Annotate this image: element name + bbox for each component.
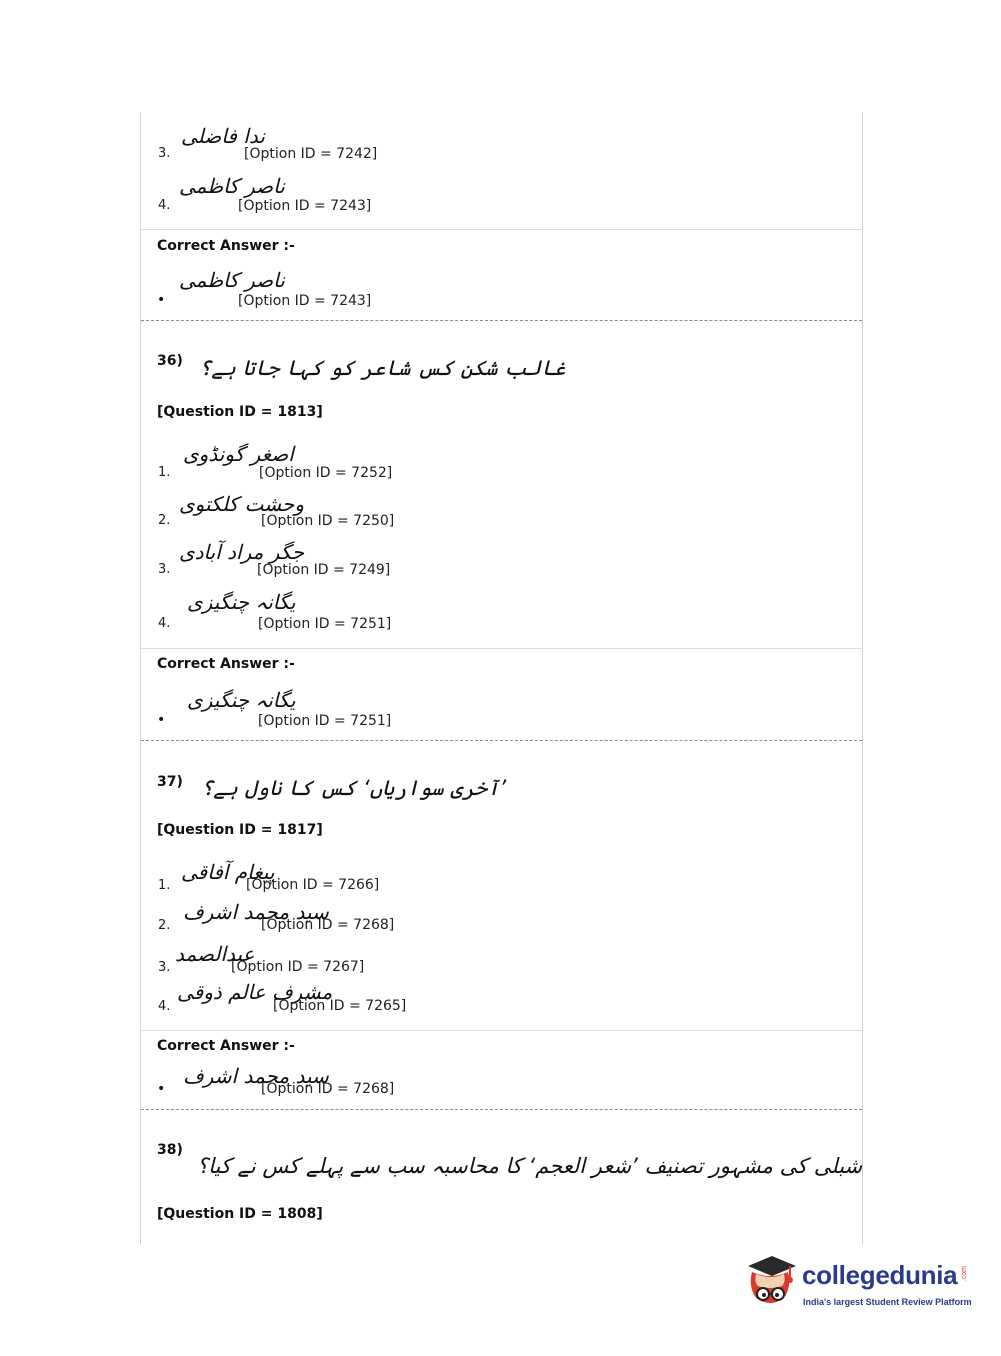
divider — [141, 648, 862, 649]
logo-wordmark: collegedunia — [802, 1260, 958, 1290]
question-separator — [141, 320, 862, 321]
q35-option-4-id: [Option ID = 7243] — [238, 198, 372, 214]
bullet-icon: • — [157, 292, 166, 308]
q36-option-3-number: 3. — [158, 562, 171, 577]
logo-tagline: India's largest Student Review Platform — [803, 1297, 972, 1307]
q35-option-4-urdu: ناصر کاظمی — [179, 174, 285, 198]
q37-option-1-urdu: پیغام آفاقی — [181, 860, 275, 884]
q36-option-2-id: [Option ID = 7250] — [261, 513, 395, 529]
q36-correct-label: Correct Answer :- — [157, 656, 295, 672]
divider — [141, 1030, 862, 1031]
q37-correct-id: [Option ID = 7268] — [261, 1081, 395, 1097]
divider — [141, 229, 862, 230]
q37-option-3-urdu: عبدالصمد — [175, 942, 255, 966]
q35-option-4-number: 4. — [158, 198, 171, 213]
q35-correct-id: [Option ID = 7243] — [238, 293, 372, 309]
q36-option-1-number: 1. — [158, 465, 171, 480]
q36-option-1-urdu: اصغر گونڈوی — [183, 442, 294, 466]
q38-number: 38) — [157, 1142, 183, 1158]
q37-option-3-id: [Option ID = 7267] — [231, 959, 365, 975]
q37-correct-urdu: سید محمد اشرف — [183, 1064, 329, 1088]
q37-option-4-number: 4. — [158, 999, 171, 1014]
q35-option-3-id: [Option ID = 7242] — [244, 146, 378, 162]
q37-option-4-id: [Option ID = 7265] — [273, 998, 407, 1014]
q37-question-id: [Question ID = 1817] — [157, 822, 323, 838]
logo-domain-suffix: .com — [961, 1266, 968, 1282]
question-paper-frame — [140, 112, 863, 1244]
q35-option-3-urdu: ندا فاضلی — [181, 124, 265, 148]
q36-correct-id: [Option ID = 7251] — [258, 713, 392, 729]
q36-option-3-id: [Option ID = 7249] — [257, 562, 391, 578]
bullet-icon: • — [157, 712, 166, 728]
question-separator — [141, 740, 862, 741]
q36-question-id: [Question ID = 1813] — [157, 404, 323, 420]
question-separator — [141, 1109, 862, 1110]
q36-option-2-number: 2. — [158, 513, 171, 528]
collegedunia-logo — [742, 1252, 972, 1316]
q35-correct-label: Correct Answer :- — [157, 238, 295, 254]
q37-option-2-number: 2. — [158, 918, 171, 933]
q36-option-3-urdu: جگر مراد آبادی — [179, 540, 305, 564]
q37-number: 37) — [157, 774, 183, 790]
q37-option-2-id: [Option ID = 7268] — [261, 917, 395, 933]
q36-option-1-id: [Option ID = 7252] — [259, 465, 393, 481]
q37-option-3-number: 3. — [158, 960, 171, 975]
q37-option-2-urdu: سید محمد اشرف — [183, 900, 329, 924]
q35-correct-urdu: ناصر کاظمی — [179, 268, 285, 292]
q37-option-1-number: 1. — [158, 878, 171, 893]
q36-text: غالب شکن کس شاعر کو کہا جاتا ہے؟ — [199, 356, 566, 380]
q36-number: 36) — [157, 353, 183, 369]
q36-correct-urdu: یگانہ چنگیزی — [187, 688, 296, 712]
q35-option-3-number: 3. — [158, 146, 171, 161]
q36-option-4-number: 4. — [158, 616, 171, 631]
mascot-logo-icon — [742, 1252, 798, 1308]
q36-option-2-urdu: وحشت کلکتوی — [179, 492, 305, 516]
q36-option-4-urdu: یگانہ چنگیزی — [187, 590, 296, 614]
q38-text: شبلی کی مشہور تصنیف ’شعر العجم‘ کا محاسبہ سب سے پہلے کس نے کیا؟ — [197, 1154, 863, 1178]
q38-question-id: [Question ID = 1808] — [157, 1206, 323, 1222]
q37-option-4-urdu: مشرف عالم ذوقی — [177, 980, 333, 1004]
bullet-icon: • — [157, 1081, 166, 1097]
q37-text: ’آخری سواریاں‘ کس کا ناول ہے؟ — [201, 776, 507, 800]
q36-option-4-id: [Option ID = 7251] — [258, 616, 392, 632]
q37-correct-label: Correct Answer :- — [157, 1038, 295, 1054]
q37-option-1-id: [Option ID = 7266] — [246, 877, 380, 893]
